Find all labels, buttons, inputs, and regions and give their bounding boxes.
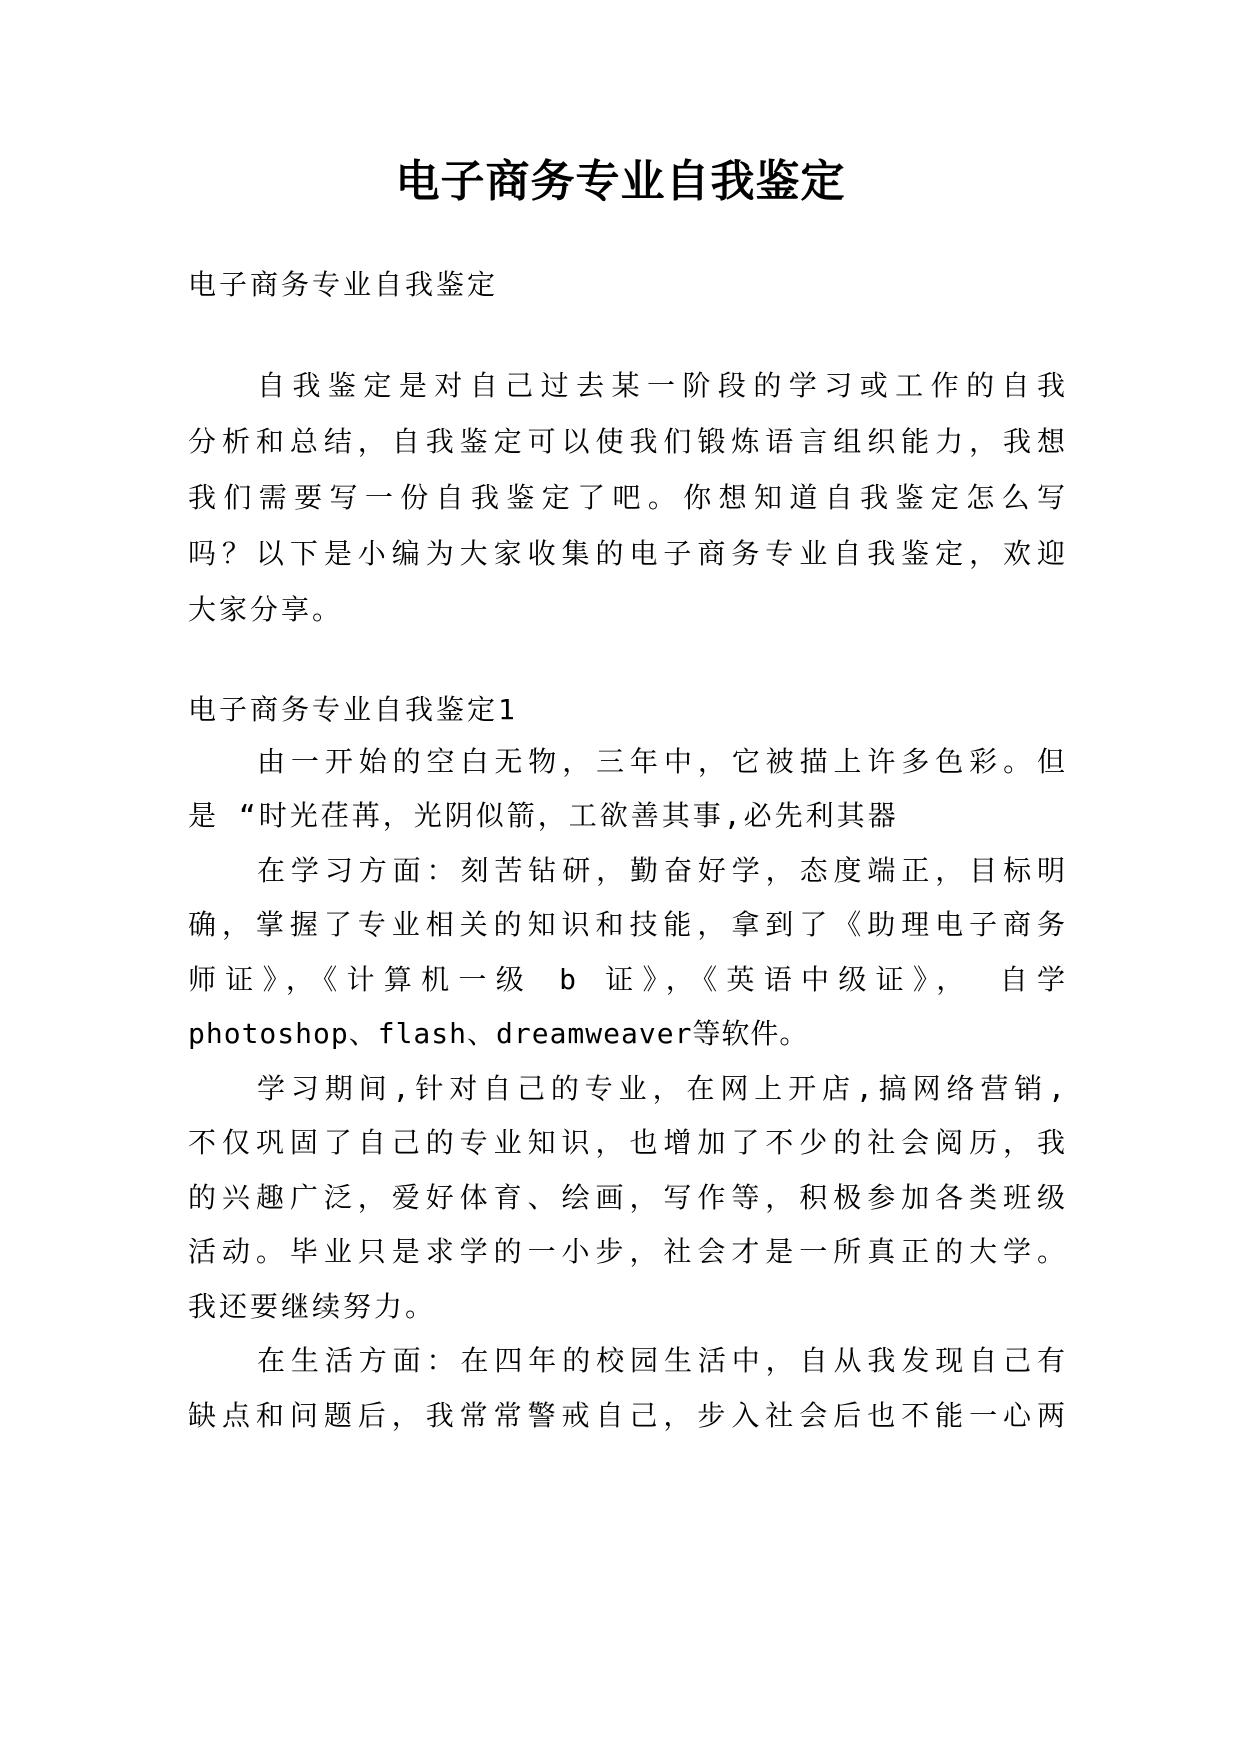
paragraph-line: 的兴趣广泛，爱好体育、绘画，写作等，积极参加各类班级 (188, 1181, 1068, 1214)
paragraph-line: 在学习方面：刻苦钻研，勤奋好学，态度端正，目标明 (257, 854, 1068, 887)
paragraph-line: 由一开始的空白无物，三年中，它被描上许多色彩。但 (257, 745, 1068, 778)
paragraph-line: 学习期间,针对自己的专业，在网上开店,搞网络营销, (257, 1072, 1068, 1105)
paragraph-line: 我还要继续努力。 (188, 1290, 437, 1323)
paragraph-line: 是 “时光荏苒，光阴似箭，工欲善其事,必先利其器 (188, 799, 899, 832)
paragraph-line: 确，掌握了专业相关的知识和技能，拿到了《助理电子商务 (188, 908, 1068, 941)
section-heading: 电子商务专业自我鉴定1 (188, 693, 518, 726)
paragraph-line: 我们需要写一份自我鉴定了吧。你想知道自我鉴定怎么写 (188, 481, 1068, 514)
paragraph-line: 活动。毕业只是求学的一小步，社会才是一所真正的大学。 (188, 1235, 1068, 1268)
paragraph-line: 大家分享。 (188, 593, 344, 626)
paragraph-line: 在生活方面：在四年的校园生活中，自从我发现自己有 (257, 1344, 1068, 1377)
paragraph-line: 缺点和问题后，我常常警戒自己，步入社会后也不能一心两 (188, 1399, 1068, 1432)
paragraph-line: 自我鉴定是对自己过去某一阶段的学习或工作的自我 (257, 369, 1068, 402)
paragraph-line: 吗？以下是小编为大家收集的电子商务专业自我鉴定，欢迎 (188, 537, 1068, 570)
document-title: 电子商务专业自我鉴定 (395, 156, 846, 207)
paragraph-line: photoshop、flash、dreamweaver等软件。 (188, 1017, 809, 1050)
paragraph-line: 分析和总结，自我鉴定可以使我们锻炼语言组织能力，我想 (188, 425, 1068, 458)
paragraph-line: 不仅巩固了自己的专业知识，也增加了不少的社会阅历，我 (188, 1126, 1068, 1159)
paragraph-line: 师证》，《计算机一级 b 证》，《英语中级证》， 自学 (188, 963, 1068, 996)
document-subtitle: 电子商务专业自我鉴定 (188, 268, 499, 301)
